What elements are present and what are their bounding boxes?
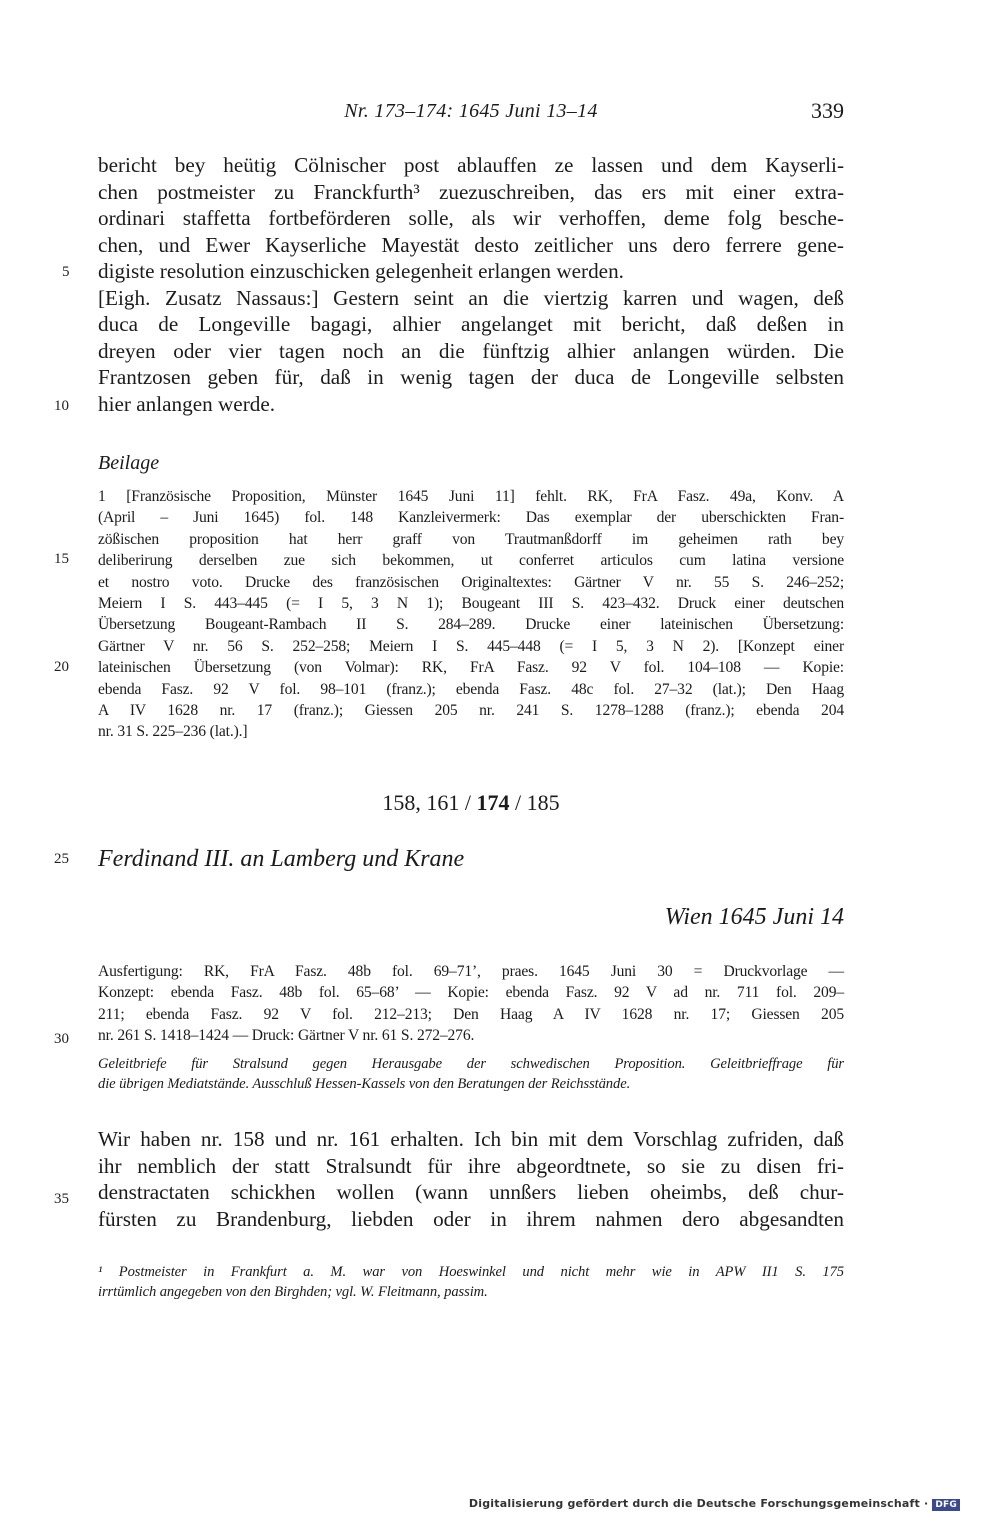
beilage-line: Gärtner V nr. 56 S. 252–258; Meiern I S. 445–448 (= I 5, 3 N 2). [Konzept einer xyxy=(98,637,844,655)
text-line: [Eigh. Zusatz Nassaus:] Gestern seint an die viertzig karren und wagen, deß xyxy=(98,285,844,310)
sources xyxy=(98,961,844,1047)
letter-line: denstractaten schickhen wollen (wann unnßers lieben oheimbs, deß chur- xyxy=(98,1180,844,1204)
beilage-line: deliberirung derselben zue sich bekommen, ut conferret articulos cum latina versione xyxy=(98,552,844,570)
line-number: 30 xyxy=(54,1031,69,1047)
line-number: 25 xyxy=(54,851,69,867)
source-line: 211; ebenda Fasz. 92 V fol. 212–213; Den Haag A IV 1628 nr. 17; Giessen 205 xyxy=(98,1005,844,1023)
line-number: 5 xyxy=(62,264,70,280)
beilage-label: Beilage xyxy=(98,452,160,474)
document-title: Ferdinand III. an Lamberg und Krane xyxy=(98,846,465,872)
beilage-line: nr. 31 S. 225–236 (lat.).] xyxy=(98,723,248,741)
text-line: digiste resolution einzuschicken gelegenheit erlangen werden. xyxy=(98,259,624,283)
beilage-line: lateinischen Übersetzung (von Volmar): RK, FrA Fasz. 92 V fol. 104–108 — Kopie: xyxy=(98,659,844,677)
running-head-title: Nr. 173–174: 1645 Juni 13–14 xyxy=(344,100,598,122)
letter-line: ihr nemblich der statt Stralsundt für ihre abgeordtnete, so sie zu disen fri- xyxy=(98,1153,844,1178)
line-number: 20 xyxy=(54,659,69,675)
document-number xyxy=(98,790,844,816)
beilage-line: Übersetzung Bougeant-Rambach II S. 284–289. Drucke einer lateinischen Übersetzung: xyxy=(98,616,844,634)
text-line: chen postmeister zu Franckfurth³ zuezuschreiben, das ers mit einer extra- xyxy=(98,179,844,204)
source-line: Konzept: ebenda Fasz. 48b fol. 65–68’ — Kopie: ebenda Fasz. 92 V ad nr. 711 fol. 209– xyxy=(98,984,844,1002)
source-line: nr. 261 S. 1418–1424 — Druck: Gärtner V nr. 61 S. 272–276. xyxy=(98,1027,475,1045)
line-number: 10 xyxy=(54,398,69,414)
digitization-text: Digitalisierung gefördert durch die Deutsche Forschungsgemeinschaft · xyxy=(468,1497,929,1510)
previous-docs: 158, 161 / xyxy=(382,790,477,815)
summary-line: die übrigen Mediatstände. Ausschluß Hessen-Kassels von den Beratungen der Reichsstände. xyxy=(98,1076,631,1092)
text-line: bericht bey heütig Cölnischer post ablauffen ze lassen und dem Kayserli- xyxy=(98,153,844,177)
text-line: duca de Longeville bagagi, alhier angelanget mit bericht, daß deßen in xyxy=(98,312,844,336)
letter-line: Wir haben nr. 158 und nr. 161 erhalten. Ich bin mit dem Vorschlag zufriden, daß xyxy=(98,1127,844,1151)
beilage-line: et nostro voto. Drucke des französischen Originaltextes: Gärtner V nr. 55 S. 246–252; xyxy=(98,573,844,591)
letter-text xyxy=(98,1126,844,1232)
line-number: 15 xyxy=(54,551,69,567)
running-head xyxy=(98,98,844,128)
footnote-line: ¹ Postmeister in Frankfurt a. M. war von Hoeswinkel und nicht mehr wie in APW II1 S. 175 xyxy=(98,1264,844,1280)
footnote xyxy=(98,1262,844,1302)
beilage-line: Meiern I S. 443–445 (= I 5, 3 N 1); Bougeant III S. 423–432. Druck einer deutschen xyxy=(98,595,844,613)
footnote-line: irrtümlich angegeben von den Birghden; vgl. W. Fleitmann, passim. xyxy=(98,1284,488,1300)
page-number: 339 xyxy=(811,98,844,123)
beilage-line: ebenda Fasz. 92 V fol. 98–101 (franz.); ebenda Fasz. 48c fol. 27–32 (lat.); Den Haag xyxy=(98,680,844,698)
source-line: Ausfertigung: RK, FrA Fasz. 48b fol. 69–71’, praes. 1645 Juni 30 = Druckvorlage — xyxy=(98,963,844,980)
letter-line: fürsten zu Brandenburg, liebden oder in ihrem nahmen dero abgesandten xyxy=(98,1206,844,1231)
text-line: ordinari staffetta fortbeförderen solle, als wir verhoffen, deme folg besche- xyxy=(98,206,844,230)
text-line: hier anlangen werde. xyxy=(98,391,276,416)
beilage-text xyxy=(98,486,844,743)
place-date: Wien 1645 Juni 14 xyxy=(664,904,844,930)
text-line: chen, und Ewer Kayserliche Mayestät desto zeitlicher uns dero ferrere gene- xyxy=(98,232,844,257)
current-doc-number: 174 xyxy=(476,790,510,815)
summary-line: Geleitbriefe für Stralsund gegen Herausgabe der schwedischen Proposition. Geleitbrieffrage für xyxy=(98,1056,844,1072)
dfg-logo: DFG xyxy=(932,1499,960,1511)
summary xyxy=(98,1054,844,1094)
line-number: 35 xyxy=(54,1191,69,1207)
text-line: dreyen oder vier tagen noch an die fünftzig alhier anlangen würden. Die xyxy=(98,338,844,363)
beilage-line: A IV 1628 nr. 17 (franz.); Giessen 205 nr. 241 S. 1278–1288 (franz.); ebenda 204 xyxy=(98,702,844,720)
beilage-line: zößischen proposition hat herr graff von Trautmanßdorff im geheimen rath bey xyxy=(98,530,844,548)
digitization-note xyxy=(469,1497,960,1511)
beilage-line: 1 [Französische Proposition, Münster 1645 Juni 11] fehlt. RK, FrA Fasz. 49a, Konv. A xyxy=(98,488,844,505)
main-text xyxy=(98,152,844,417)
text-line: Frantzosen geben für, daß in wenig tagen der duca de Longeville selbsten xyxy=(98,365,844,389)
next-doc: / 185 xyxy=(509,790,560,815)
beilage-line: (April – Juni 1645) fol. 148 Kanzleivermerk: Das exemplar der uberschickten Fran- xyxy=(98,509,844,527)
